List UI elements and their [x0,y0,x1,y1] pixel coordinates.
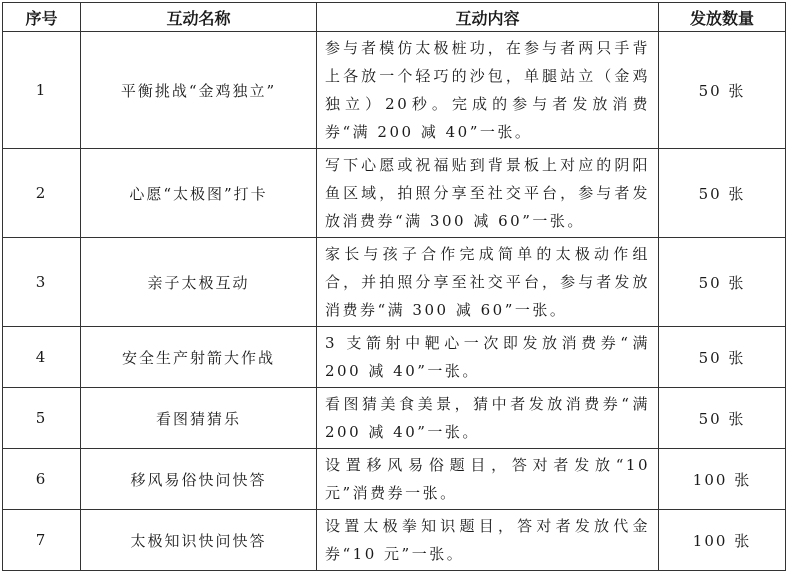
row-index: 3 [3,238,81,327]
row-quantity: 50 张 [659,32,786,149]
table-row [3,388,786,449]
row-quantity: 50 张 [659,388,786,449]
header-row [3,3,786,32]
table-row [3,32,786,149]
table-row [3,238,786,327]
row-content: 3 支箭射中靶心一次即发放消费券“满 200 减 40”一张。 [317,327,659,388]
table-row [3,449,786,510]
row-index: 1 [3,32,81,149]
activity-table [2,2,786,571]
row-name: 平衡挑战“金鸡独立” [81,32,317,149]
row-name: 太极知识快问快答 [81,510,317,571]
row-quantity: 50 张 [659,238,786,327]
row-content: 参与者模仿太极桩功，在参与者两只手背上各放一个轻巧的沙包，单腿站立（金鸡独立）20秒。完成的参与者发放消费券“满 200 减 40”一张。 [317,32,659,149]
row-index: 7 [3,510,81,571]
row-content: 家长与孩子合作完成简单的太极动作组合，并拍照分享至社交平台，参与者发放消费券“满 300 减 60”一张。 [317,238,659,327]
row-quantity: 100 张 [659,510,786,571]
row-name: 心愿“太极图”打卡 [81,149,317,238]
row-quantity: 100 张 [659,449,786,510]
header-quantity: 发放数量 [659,3,786,32]
row-name: 亲子太极互动 [81,238,317,327]
table-row [3,149,786,238]
row-content: 设置移风易俗题目，答对者发放“10 元”消费券一张。 [317,449,659,510]
row-content: 看图猜美食美景，猜中者发放消费券“满 200 减 40”一张。 [317,388,659,449]
table-row [3,327,786,388]
row-content: 写下心愿或祝福贴到背景板上对应的阴阳鱼区域，拍照分享至社交平台，参与者发放消费券“满 300 减 60”一张。 [317,149,659,238]
header-index: 序号 [3,3,81,32]
row-name: 看图猜猜乐 [81,388,317,449]
row-content: 设置太极拳知识题目，答对者发放代金券“10 元”一张。 [317,510,659,571]
header-content: 互动内容 [317,3,659,32]
row-quantity: 50 张 [659,149,786,238]
row-index: 4 [3,327,81,388]
row-name: 安全生产射箭大作战 [81,327,317,388]
row-quantity: 50 张 [659,327,786,388]
table-row [3,510,786,571]
row-index: 5 [3,388,81,449]
row-index: 2 [3,149,81,238]
row-name: 移风易俗快问快答 [81,449,317,510]
header-name: 互动名称 [81,3,317,32]
row-index: 6 [3,449,81,510]
